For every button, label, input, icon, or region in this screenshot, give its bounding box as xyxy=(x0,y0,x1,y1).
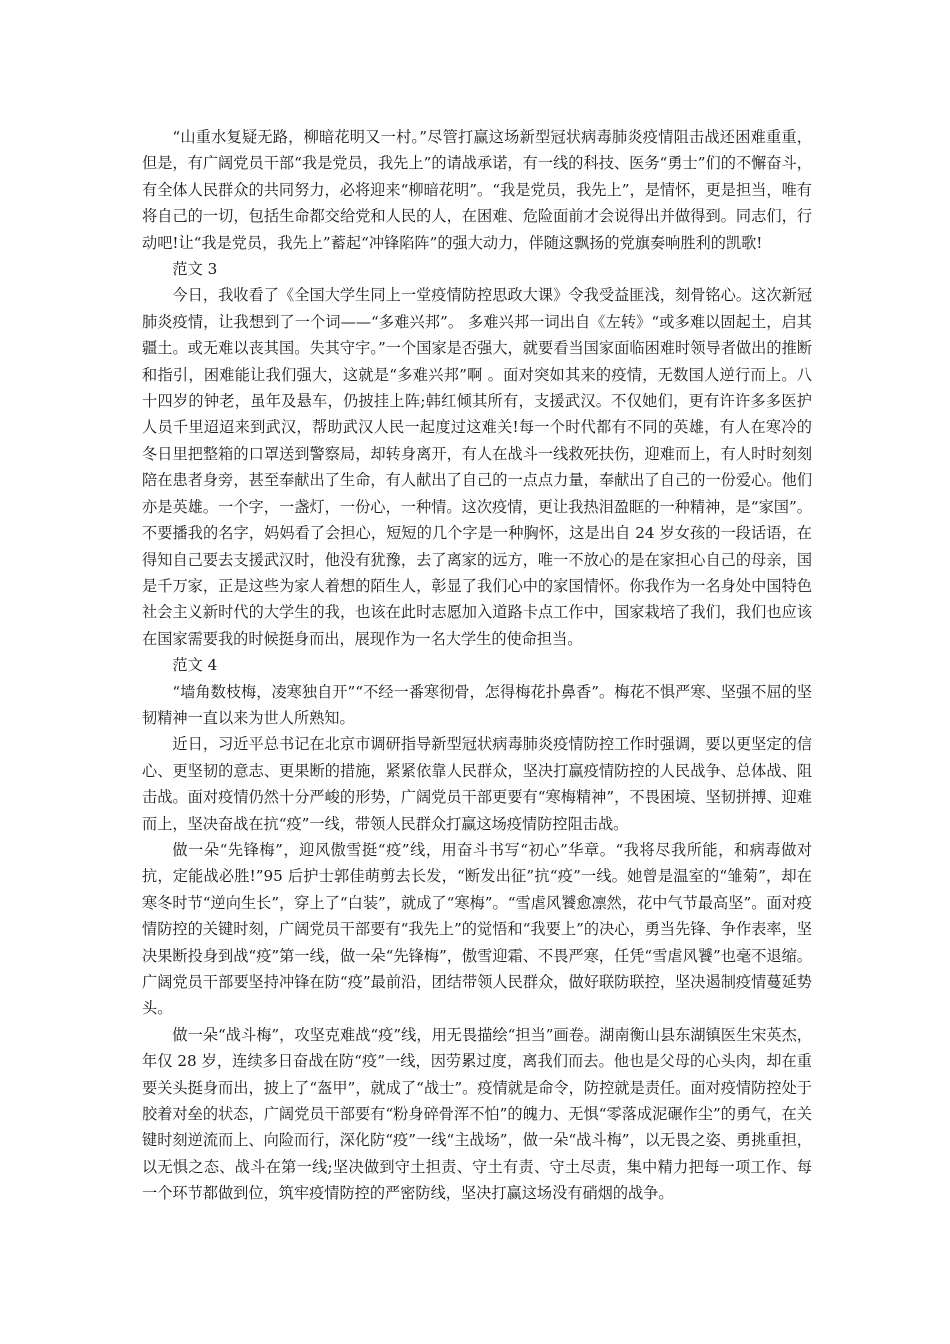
paragraph-fanwen-4-opening: “墙角数枝梅，凌寒独自开”“不经一番寒彻骨，怎得梅花扑鼻香”。梅花不惧严寒、坚强不屈的坚韧精神一直以来为世人所熟知。 xyxy=(142,682,812,727)
section-heading-fanwen-4: 范文 4 xyxy=(172,656,218,675)
document-page xyxy=(142,124,812,1207)
paragraph-fanwen-4-fighting-plum: 做一朵“战斗梅”，攻坚克难战“疫”线，用无畏描绘“担当”画卷。湖南衡山县东湖镇医生宋英杰，年仅 28 岁，连续多日奋战在防“疫”一线，因劳累过度，离我们而去。他也是父母的心头肉，却在重要关头挺身而出，披上了“盔甲”，就成了“战士”。疫情就是命令，防控就是责任。面对疫情防控处于胶着对垒的状态，广阔党员干部要有“粉身碎骨浑不怕”的魄力、无惧“零落成泥碾作尘”的勇气，在关键时刻逆流而上、向险而行，深化防“疫”一线“主战场”，做一朵“战斗梅”，以无畏之姿、勇挑重担，以无惧之态、战斗在第一线;坚决做到守土担责、守土有责、守土尽责，集中精力把每一项工作、每一个环节都做到位，筑牢疫情防控的严密防线，坚决打赢这场没有硝烟的战争。 xyxy=(142,1025,812,1203)
paragraph-fanwen-4-context: 近日，习近平总书记在北京市调研指导新型冠状病毒肺炎疫情防控工作时强调，要以更坚定的信心、更坚韧的意志、更果断的措施，紧紧依靠人民群众，坚决打赢疫情防控的人民战争、总体战、阻击战。面对疫情仍然十分严峻的形势，广阔党员干部更要有“寒梅精神”，不畏困境、坚韧拼搏、迎难而上，坚决奋战在抗“疫”一线，带领人民群众打赢这场疫情防控阻击战。 xyxy=(142,735,812,833)
paragraph-intro-conclusion: “山重水复疑无路，柳暗花明又一村。”尽管打赢这场新型冠状病毒肺炎疫情阻击战还困难重重，但是，有广阔党员干部“我是党员，我先上”的请战承诺，有一线的科技、医务“勇士”们的不懈奋斗，有全体人民群众的共同努力，必将迎来“柳暗花明”。“我是党员，我先上”，是情怀，更是担当，唯有将自己的一切，包括生命都交给党和人民的人，在困难、危险面前才会说得出并做得到。同志们，行动吧!让“我是党员，我先上”蓄起“冲锋陷阵”的强大动力，伴随这飘扬的党旗奏响胜利的凯歌! xyxy=(142,128,812,252)
paragraph-fanwen-4-pioneer-plum: 做一朵“先锋梅”，迎风傲雪挺“疫”线，用奋斗书写“初心”华章。“我将尽我所能，和病毒做对抗，定能战必胜!”95 后护士郭佳萌剪去长发，“断发出征”抗“疫”一线。她曾是温室的“雏菊”，却在寒冬时节“逆向生长”，穿上了“白装”，就成了“寒梅”。“雪虐风饕愈凛然，花中气节最高坚”。面对疫情防控的关键时刻，广阔党员干部要有“我先上”的觉悟和“我要上”的决心，勇当先锋、争作表率，坚决果断投身到战“疫”第一线，做一朵“先锋梅”，傲雪迎霜、不畏严寒，任凭“雪虐风饕”也毫不退缩。广阔党员干部要坚持冲锋在防“疫”最前沿，团结带领人民群众，做好联防联控，坚决遏制疫情蔓延势头。 xyxy=(142,840,812,1018)
section-heading-fanwen-3: 范文 3 xyxy=(172,260,218,279)
paragraph-fanwen-3-body: 今日，我收看了《全国大学生同上一堂疫情防控思政大课》令我受益匪浅，刻骨铭心。这次新冠肺炎疫情，让我想到了一个词——“多难兴邦”。 多难兴邦一词出自《左转》“或多难以固起土，启其疆土。或无难以丧其国。失其守宇。”一个国家是否强大，就要看当国家面临困难时领导者做出的推断和指引，困难能让我们强大，这就是“多难兴邦”啊 。面对突如其来的疫情，无数国人逆行而上。八十四岁的钟老，虽年及悬车，仍披挂上阵;韩红倾其所有，支援武汉。不仅她们，更有许许多多医护人员千里迢迢来到武汉，帮助武汉人民一起度过这难关!每一个时代都有不同的英雄，有人在寒冷的冬日里把整箱的口罩送到警察局，却转身离开，有人在战斗一线救死扶伤，迎难而上，有人时时刻刻陪在患者身旁，甚至奉献出了生命，有人献出了自己的一点点力量，奉献出了自己的一份爱心。他们亦是英雄。一个字，一盏灯，一份心，一种情。这次疫情，更让我热泪盈眶的一种精神，是“家国”。不要播我的名字，妈妈看了会担心，短短的几个字是一种胸怀，这是出自 24 岁女孩的一段话语，在得知自己要去支援武汉时，他没有犹豫，去了离家的远方，唯一不放心的是在家担心自己的母亲，国是千万家，正是这些为家人着想的陌生人，彰显了我们心中的家国情怀。你我作为一名身处中国特色社会主义新时代的大学生的我，也该在此时志愿加入道路卡点工作中，国家栽培了我们，我们也应该在国家需要我的时候挺身而出，展现作为一名大学生的使命担当。 xyxy=(142,286,812,648)
